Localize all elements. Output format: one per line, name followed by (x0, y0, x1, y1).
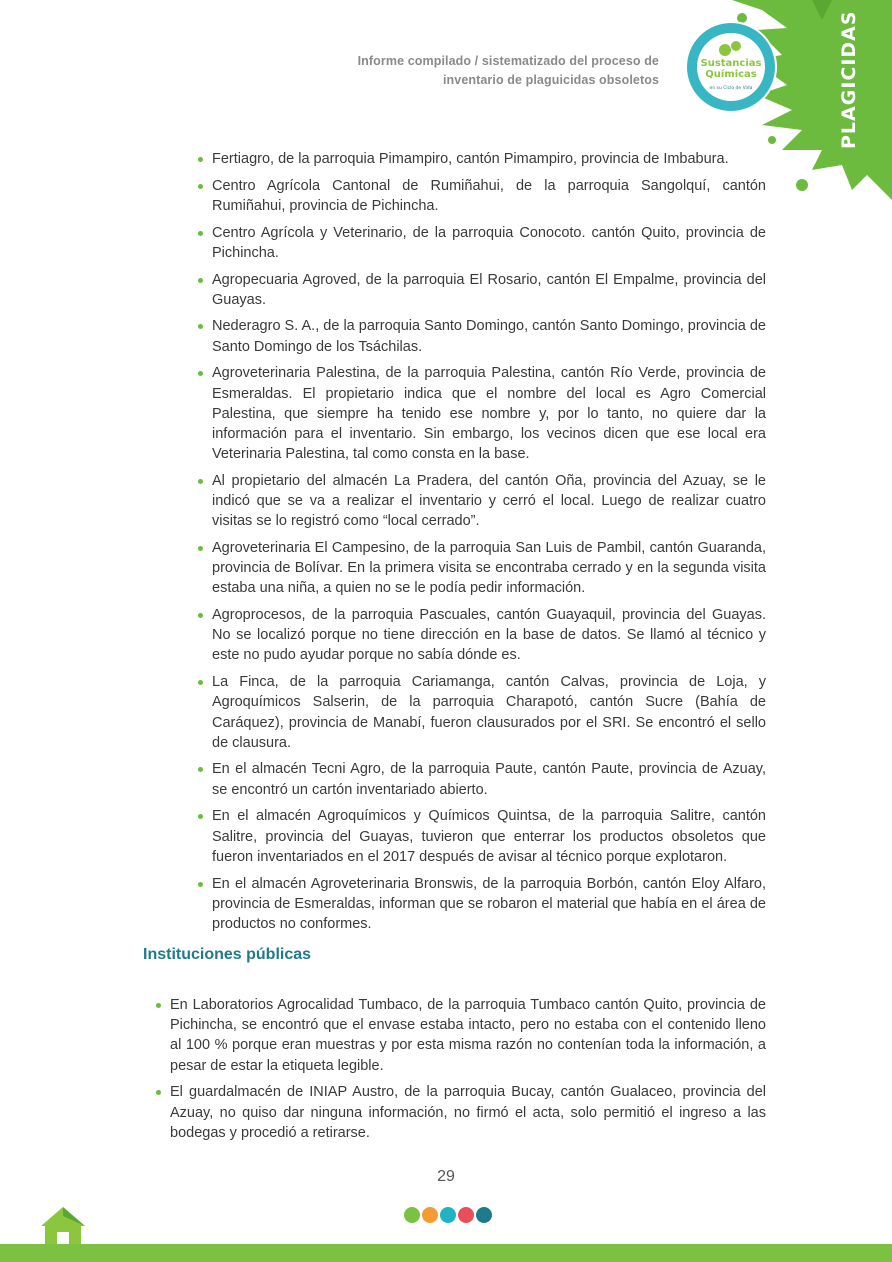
list-item: Centro Agrícola Cantonal de Rumiñahui, de la parroquia Sangolquí, cantón Rumiñahui, provincia de Pichincha. (212, 176, 766, 216)
color-dot (422, 1207, 438, 1223)
list-item: Agroveterinaria El Campesino, de la parroquia San Luis de Pambil, cantón Guaranda, provincia de Bolívar. En la primera visita se encontraba cerrado y en la segunda visita estaba una niña, a quien no se le podía pedir información. (212, 538, 766, 599)
list-item: Fertiagro, de la parroquia Pimampiro, cantón Pimampiro, provincia de Imbabura. (212, 149, 766, 169)
page-number: 29 (437, 1168, 455, 1185)
color-dot (458, 1207, 474, 1223)
color-dots (404, 1207, 494, 1223)
list-item: Nederagro S. A., de la parroquia Santo Domingo, cantón Santo Domingo, provincia de Santo Domingo de los Tsáchilas. (212, 316, 766, 356)
badge-subtitle: en su Ciclo de Vida (709, 86, 753, 91)
section-side-label: PLAGICIDAS (838, 10, 860, 150)
private-stores-list (212, 149, 766, 941)
list-item: Agroveterinaria Palestina, de la parroquia Palestina, cantón Río Verde, provincia de Esmeraldas. El propietario indica que el nombre del local es Agro Comercial Palestina, que siempre ha tenido ese nombre y, por lo tanto, no quiere dar la información para el inventario. Sin embargo, los vecinos dicen que ese local era Veterinaria Palestina, tal como consta en la base. (212, 363, 766, 464)
list-item: En el almacén Agroquímicos y Químicos Quintsa, de la parroquia Salitre, cantón Salitre, provincia del Guayas, tuvieron que enterrar los productos obsoletos que fueron inventariados en el 2017 después de avisar al técnico porque explotaron. (212, 806, 766, 867)
home-icon[interactable] (38, 1204, 88, 1246)
list-item: Agroprocesos, de la parroquia Pascuales, cantón Guayaquil, provincia del Guayas. No se localizó porque no tiene dirección en la base de datos. Se llamó al técnico y este no pudo ayudar porque no sabía dónde es. (212, 605, 766, 666)
list-item: En el almacén Agroveterinaria Bronswis, de la parroquia Borbón, cantón Eloy Alfaro, provincia de Esmeraldas, informan que se robaron el material que había en el área de productos no conformes. (212, 874, 766, 935)
public-institutions-list (170, 995, 766, 1149)
color-dot (440, 1207, 456, 1223)
header-line-1: Informe compilado / sistematizado del proceso de (357, 54, 659, 68)
footer-bar (0, 1244, 892, 1262)
color-dot (476, 1207, 492, 1223)
document-header (300, 52, 659, 90)
header-line-2: inventario de plaguicidas obsoletos (442, 73, 659, 87)
color-dot (404, 1207, 420, 1223)
sustancias-quimicas-badge (680, 20, 782, 114)
badge-title-1: Sustancias (700, 58, 762, 69)
list-item: Agropecuaria Agroved, de la parroquia El Rosario, cantón El Empalme, provincia del Guayas. (212, 270, 766, 310)
section-title: Instituciones públicas (143, 946, 312, 963)
list-item: La Finca, de la parroquia Cariamanga, cantón Calvas, provincia de Loja, y Agroquímicos Salserin, de la parroquia Charapotó, cantón Sucre (Bahía de Caráquez), provincia de Manabí, fueron clausurados por el SRI. Se encontró el sello de clausura. (212, 672, 766, 753)
list-item: En el almacén Tecni Agro, de la parroquia Paute, cantón Paute, provincia de Azuay, se encontró un cartón inventariado abierto. (212, 759, 766, 799)
list-item: Al propietario del almacén La Pradera, del cantón Oña, provincia del Azuay, se le indicó que se va a realizar el inventario y cerró el local. Luego de realizar cuatro visitas se lo registró como “local cerrado”. (212, 471, 766, 532)
badge-title-2: Químicas (705, 69, 757, 80)
list-item: El guardalmacén de INIAP Austro, de la parroquia Bucay, cantón Gualaceo, provincia del Azuay, no quiso dar ninguna información, no firmó el acta, solo permitió el ingreso a las bodegas y procedió a retirarse. (170, 1082, 766, 1143)
list-item: En Laboratorios Agrocalidad Tumbaco, de la parroquia Tumbaco cantón Quito, provincia de Pichincha, se encontró que el envase estaba intacto, pero no estaba con el contenido lleno al 100 % porque eran muestras y por esta misma razón no contenían toda la información, a pesar de estar la etiqueta legible. (170, 995, 766, 1076)
list-item: Centro Agrícola y Veterinario, de la parroquia Conocoto. cantón Quito, provincia de Pichincha. (212, 223, 766, 263)
